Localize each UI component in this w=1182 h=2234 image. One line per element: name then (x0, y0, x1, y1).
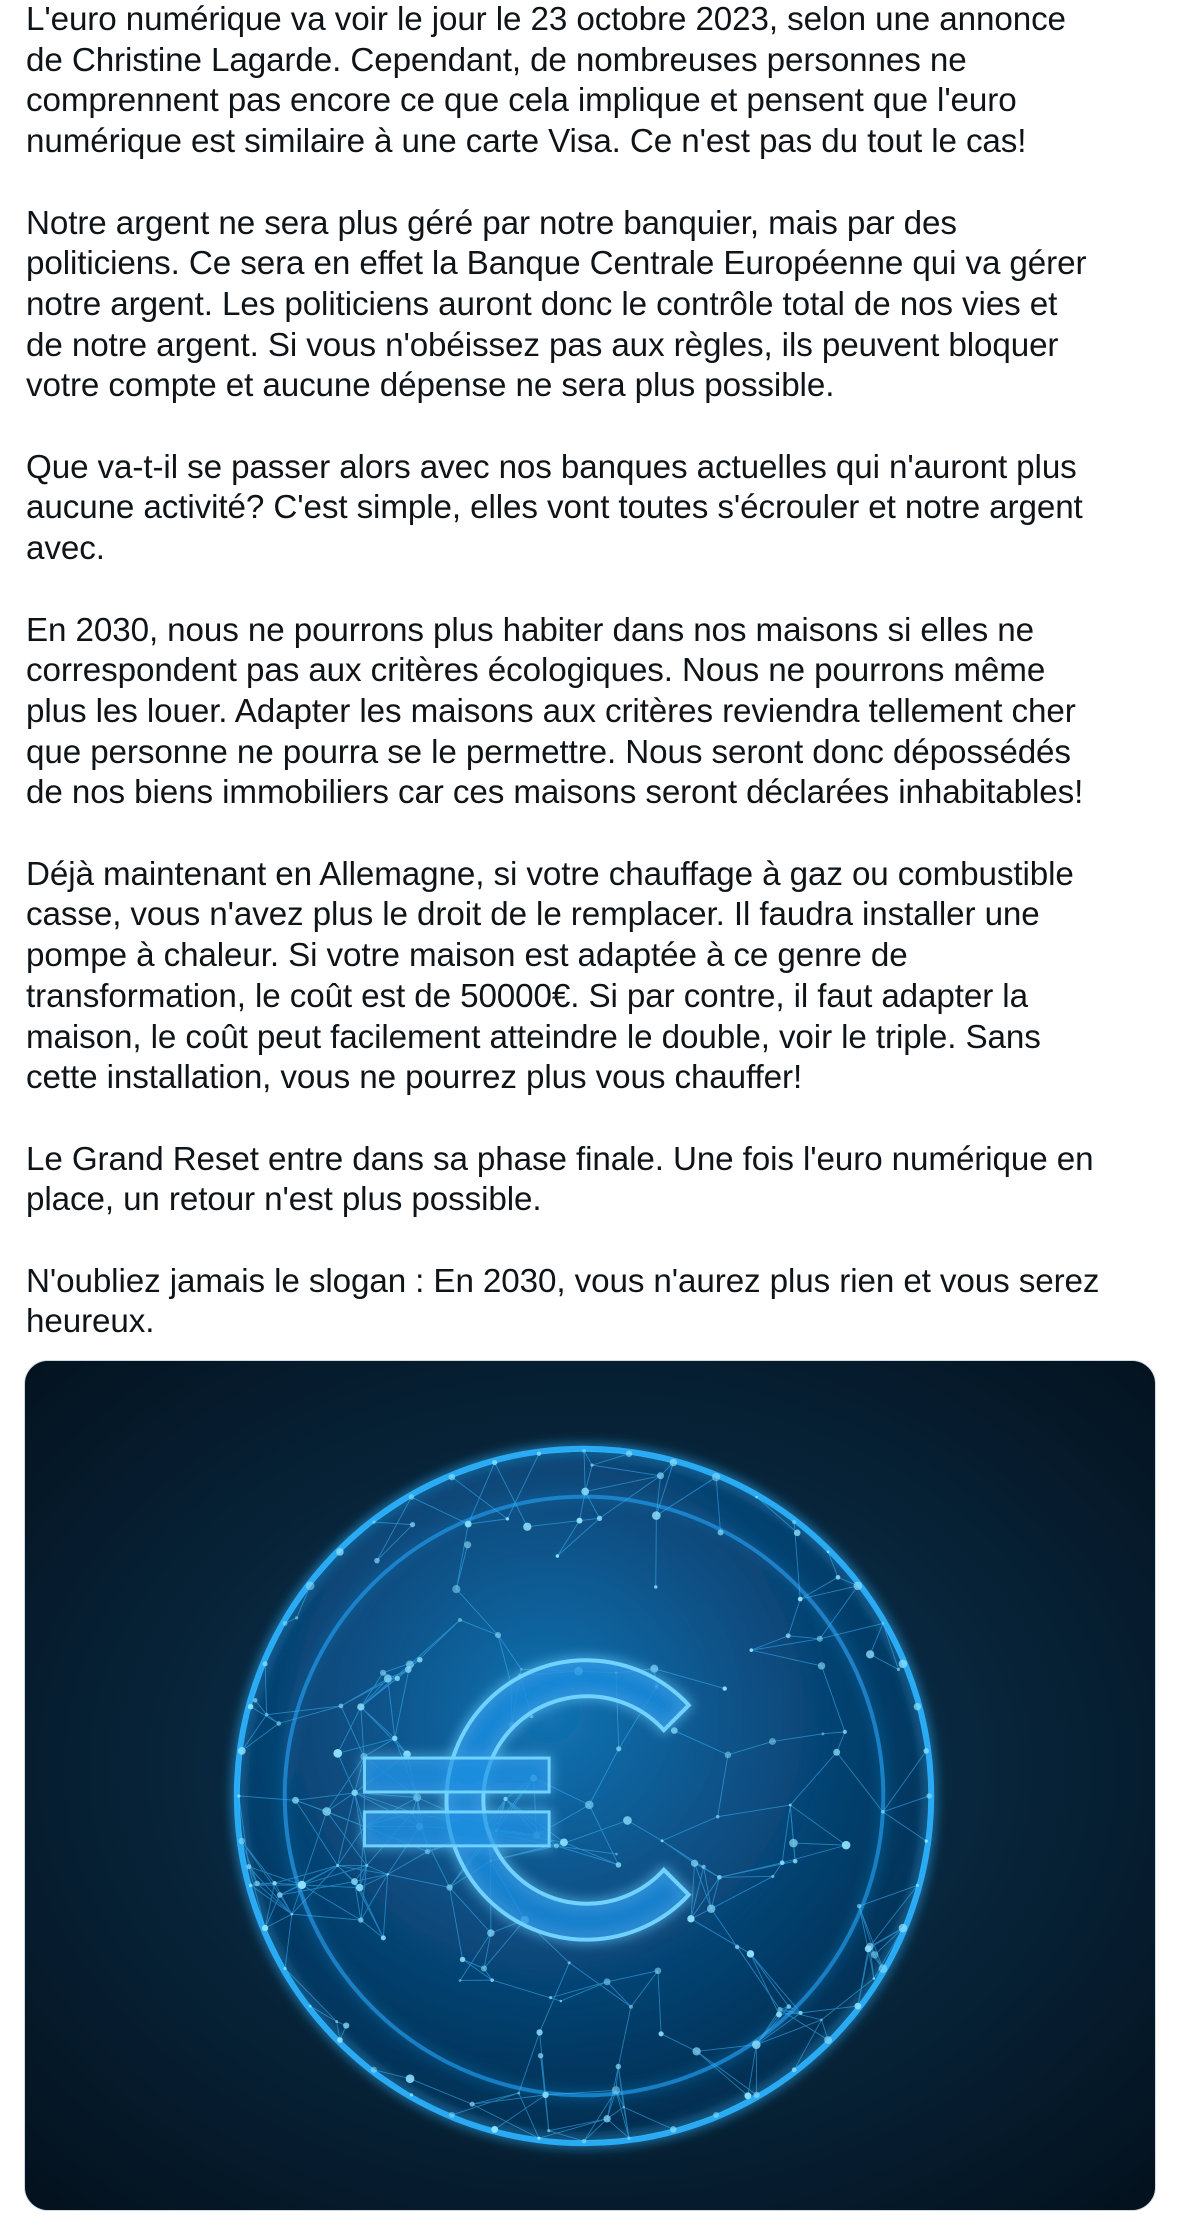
post (26, 0, 1161, 1343)
post-image[interactable] (24, 1360, 1156, 2211)
post-paragraph: Déjà maintenant en Allemagne, si votre chauffage à gaz ou combustible casse, vous n'avez plus le droit de le remplacer. Il faudra installer une pompe à chaleur. Si votre maison est adaptée à ce genre de transformation, le coût est de 50000€. Si par contre, il faut adapter la maison, le coût peut facilement atteindre le double, voir le triple. Sans cette installation, vous ne pourrez plus vous chauffer! (26, 855, 1074, 1097)
post-paragraph: Le Grand Reset entre dans sa phase finale. Une fois l'euro numérique en place, un retour n'est plus possible. (26, 1140, 1094, 1219)
post-paragraph: Notre argent ne sera plus géré par notre banquier, mais par des politiciens. Ce sera en effet la Banque Centrale Européenne qui va gérer notre argent. Les politiciens auront donc le contrôle total de nos vies et de notre argent. Si vous n'obéissez pas aux règles, ils peuvent bloquer votre compte et aucune dépense ne sera plus possible. (26, 204, 1087, 405)
post-paragraph: L'euro numérique va voir le jour le 23 octobre 2023, selon une annonce de Christine Lagarde. Cependant, de nombreuses personnes ne comprennent pas encore ce que cela implique et pensent que l'euro numérique est similaire à une carte Visa. Ce n'est pas du tout le cas! (26, 1, 1066, 161)
post-paragraph: Que va-t-il se passer alors avec nos banques actuelles qui n'auront plus aucune activité? C'est simple, elles vont toutes s'écrouler et notre argent avec. (26, 448, 1083, 568)
euro-coin-image (25, 1361, 1155, 2210)
post-paragraph: En 2030, nous ne pourrons plus habiter dans nos maisons si elles ne correspondent pas aux critères écologiques. Nous ne pourrons même plus les louer. Adapter les maisons aux critères reviendra tellement cher que personne ne pourra se le permettre. Nous seront donc dépossédés de nos biens immobiliers car ces maisons seront déclarées inhabitables! (26, 611, 1084, 812)
post-text (26, 0, 1161, 1343)
post-paragraph: N'oubliez jamais le slogan : En 2030, vous n'aurez plus rien et vous serez heureux. (26, 1262, 1100, 1341)
